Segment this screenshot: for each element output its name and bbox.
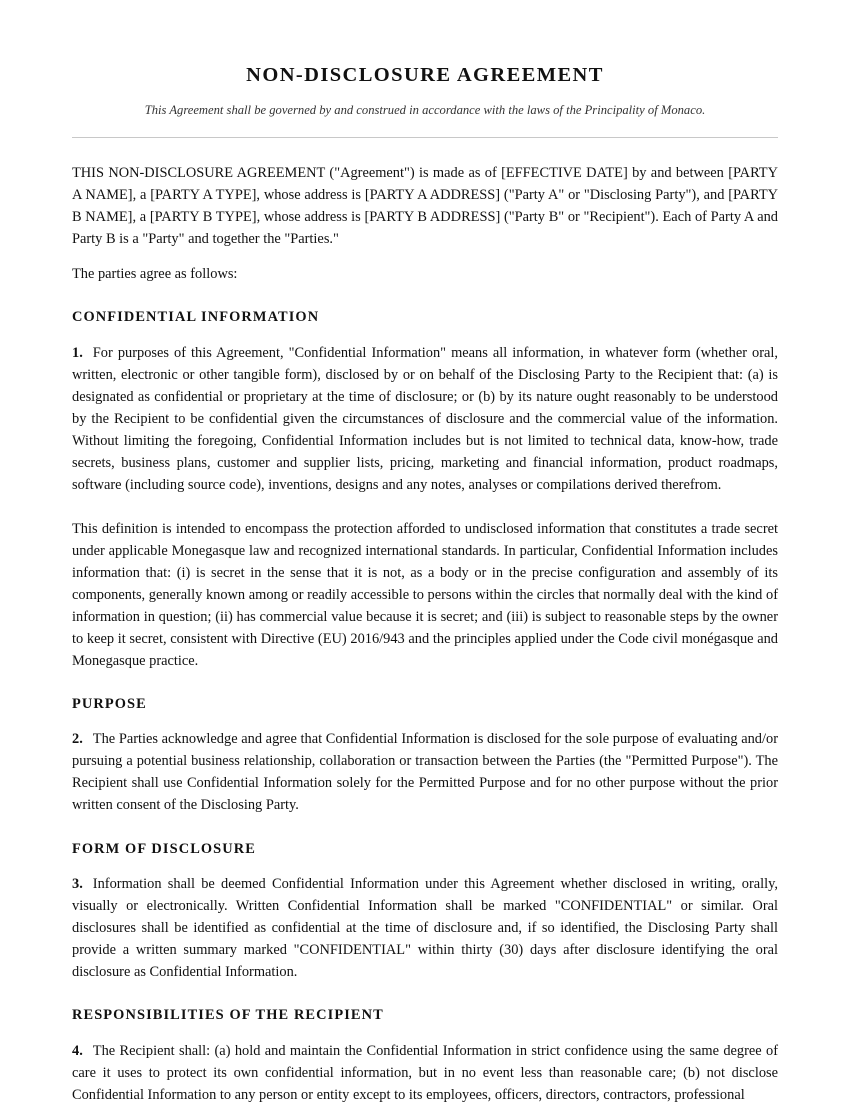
title-divider [72, 137, 778, 138]
clause-number: 4. [72, 1043, 83, 1059]
clause-number: 3. [72, 876, 83, 892]
section-heading-form-of-disclosure: FORM OF DISCLOSURE [72, 841, 256, 857]
document-title: NON-DISCLOSURE AGREEMENT [246, 64, 604, 86]
clause-4 [72, 1040, 778, 1106]
clause-1 [72, 342, 778, 496]
clause-text: For purposes of this Agreement, "Confidential Information" means all information, in whatever form (whether oral, written, electronic or other tangible form), disclosed by or on behalf of the Disclosing Party to the Recipient that: (a) is designated as confidential or proprietary at the time of disclosure; or (b) by its nature ought reasonably to be understood by the Recipient to be confidential given the circumstances of disclosure and the commercial value of the information. Without limiting the foregoing, Confidential Information includes but is not limited to technical data, know-how, trade secrets, business plans, customer and supplier lists, pricing, marketing and financial information, product roadmaps, software (including source code), inventions, designs and any notes, analyses or compilations derived therefrom. [72, 345, 778, 493]
section-heading-purpose: PURPOSE [72, 696, 147, 712]
clause-1-continuation: This definition is intended to encompass the protection afforded to undisclosed information that constitutes a trade secret under applicable Monegasque law and recognized international standards. In particular, Confidential Information includes information that: (i) is secret in the sense that it is not, as a body or in the precise configuration and assembly of its components, generally known among or readily accessible to persons within the circles that normally deal with the kind of information in question; (ii) has commercial value because it is secret; and (iii) is subject to reasonable steps by the owner to keep it secret, consistent with Directive (EU) 2016/943 and the principles applied under the Code civil monégasque and Monegasque practice. [72, 521, 778, 669]
agreement-lead-in: The parties agree as follows: [72, 266, 238, 282]
section-heading-confidential-information: CONFIDENTIAL INFORMATION [72, 309, 320, 325]
section-heading-responsibilities: RESPONSIBILITIES OF THE RECIPIENT [72, 1007, 384, 1023]
clause-text: The Recipient shall: (a) hold and maintain the Confidential Information in strict confidence using the same degree of care it uses to protect its own confidential information, but in no event less than reasonable care; (b) not disclose Confidential Information to any person or entity except to its employees, officers, directors, contractors, professional [72, 1043, 778, 1103]
clause-3 [72, 873, 778, 983]
governing-law-subtitle: This Agreement shall be governed by and construed in accordance with the laws of the Principality of Monaco. [144, 103, 706, 117]
clause-number: 2. [72, 731, 83, 747]
intro-paragraph: THIS NON-DISCLOSURE AGREEMENT ("Agreement") is made as of [EFFECTIVE DATE] by and between [PARTY A NAME], a [PARTY A TYPE], whose address is [PARTY A ADDRESS] ("Party A" or "Disclosing Party"), and [PARTY B NAME], a [PARTY B TYPE], whose address is [PARTY B ADDRESS] ("Party B" or "Recipient"). Each of Party A and Party B is a "Party" and together the "Parties." [72, 165, 778, 247]
clause-text: Information shall be deemed Confidential Information under this Agreement whether disclosed in writing, orally, visually or electronically. Written Confidential Information shall be marked "CONFIDENTIAL" or similar. Oral disclosures shall be identified as confidential at the time of disclosure and, if so identified, the Disclosing Party shall provide a written summary marked "CONFIDENTIAL" within thirty (30) days after disclosure identifying the oral disclosure as Confidential Information. [72, 876, 778, 980]
clause-number: 1. [72, 345, 83, 361]
clause-2 [72, 728, 778, 816]
document-page [72, 0, 778, 1106]
clause-text: The Parties acknowledge and agree that Confidential Information is disclosed for the sole purpose of evaluating and/or pursuing a potential business relationship, collaboration or transaction between the Parties (the "Permitted Purpose"). The Recipient shall use Confidential Information solely for the Permitted Purpose and for no other purpose without the prior written consent of the Disclosing Party. [72, 731, 778, 813]
